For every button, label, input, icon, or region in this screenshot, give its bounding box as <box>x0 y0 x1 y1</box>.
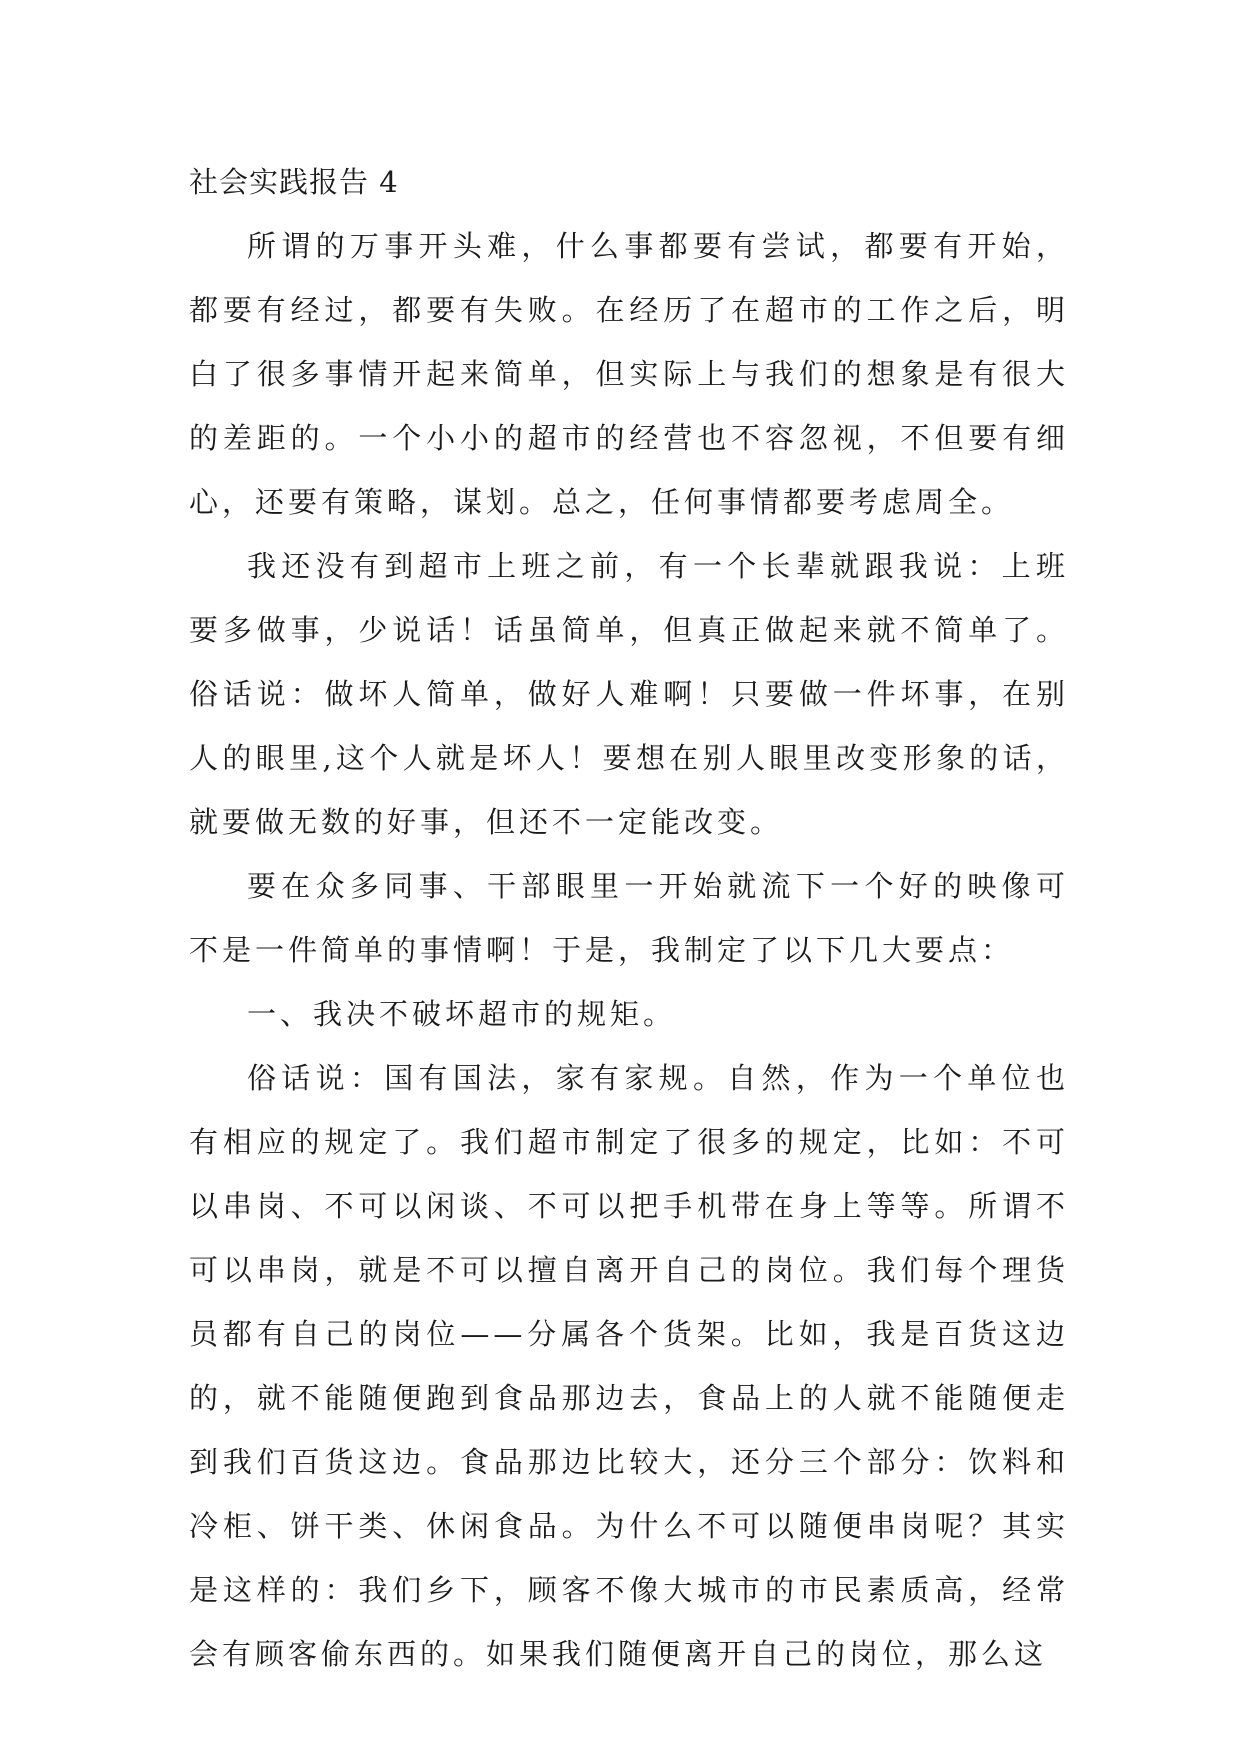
paragraph-store-rules: 俗话说：国有国法，家有家规。自然，作为一个单位也有相应的规定了。我们超市制定了很多的规定，比如：不可以串岗、不可以闲谈、不可以把手机带在身上等等。所谓不可以串岗，就是不可以擅自离开自己的岗位。我们每个理货员都有自己的岗位——分属各个货架。比如，我是百货这边的，就不能随便跑到食品那边去，食品上的人就不能随便走到我们百货这边。食品那边比较大，还分三个部分：饮料和冷柜、饼干类、休闲食品。为什么不可以随便串岗呢？其实是这样的：我们乡下，顾客不像大城市的市民素质高，经常会有顾客偷东西的。如果我们随便离开自己的岗位，那么这 <box>189 1061 1069 1671</box>
document-title: 社会实践报告 4 <box>189 165 399 199</box>
paragraph-intro: 所谓的万事开头难，什么事都要有尝试，都要有开始，都要有经过，都要有失败。在经历了在超市的工作之后，明白了很多事情开起来简单，但实际上与我们的想象是有很大的差距的。一个小小的超市的经营也不容忽视，不但要有细心，还要有策略，谋划。总之，任何事情都要考虑周全。 <box>189 229 1069 519</box>
paragraph-key-points: 要在众多同事、干部眼里一开始就流下一个好的映像可不是一件简单的事情啊！于是，我制定了以下几大要点： <box>189 869 1069 967</box>
paragraph-point-one-heading: 一、我决不破坏超市的规矩。 <box>247 997 677 1031</box>
paragraph-elder-advice: 我还没有到超市上班之前，有一个长辈就跟我说：上班要多做事，少说话！话虽简单，但真正做起来就不简单了。俗话说：做坏人简单，做好人难啊！只要做一件坏事，在别人的眼里,这个人就是坏人！要想在别人眼里改变形象的话，就要做无数的好事，但还不一定能改变。 <box>189 549 1069 839</box>
document-body <box>189 150 1069 1686</box>
